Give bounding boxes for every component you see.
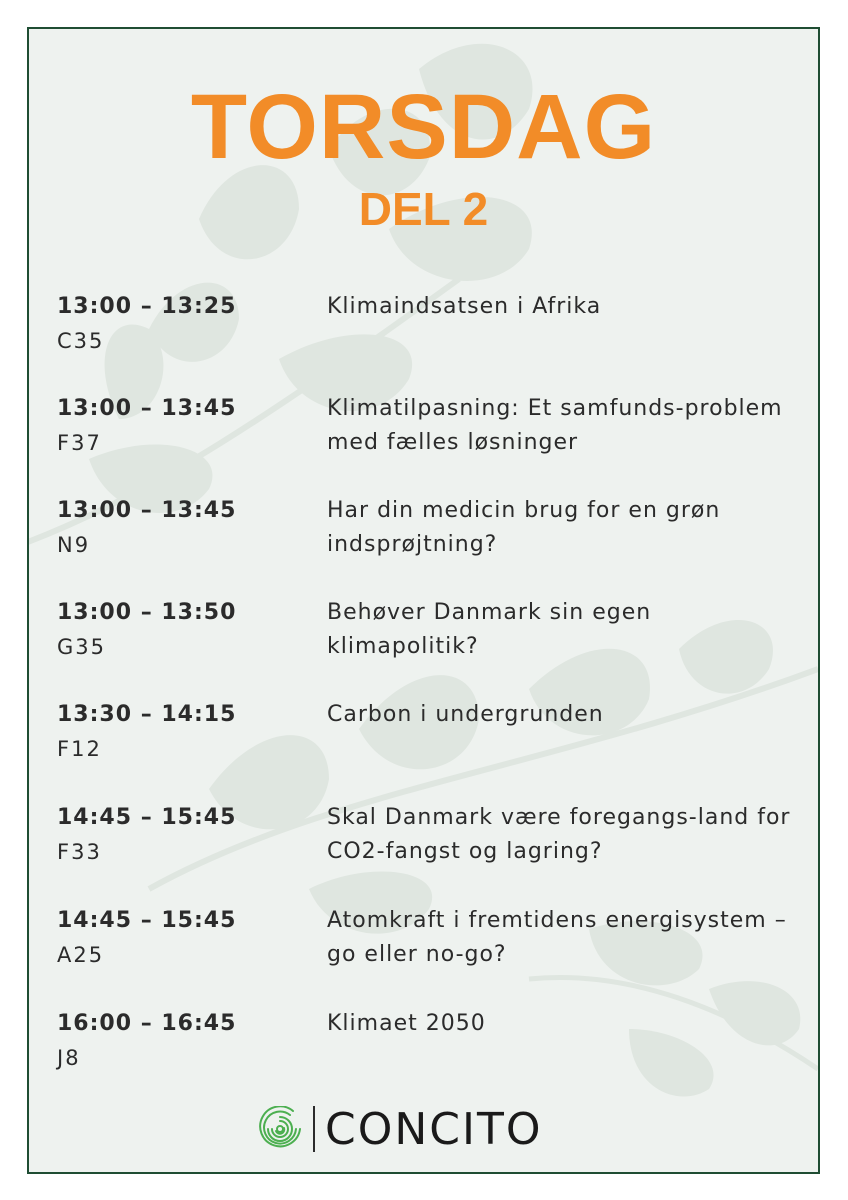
session-time: 13:00 – 13:45 xyxy=(57,396,237,421)
session-room: F12 xyxy=(57,737,102,761)
session-title: Carbon i undergrunden xyxy=(327,702,604,727)
session-room: N9 xyxy=(57,533,91,557)
session-title: Atomkraft i fremtidens energisystem – go eller no-go? xyxy=(327,908,787,967)
session-title: Skal Danmark være foregangs-land for CO2-fangst og lagring? xyxy=(327,805,791,864)
schedule-item xyxy=(29,494,818,584)
session-room: J8 xyxy=(57,1046,81,1070)
session-time: 16:00 – 16:45 xyxy=(57,1011,237,1036)
session-room: G35 xyxy=(57,635,106,659)
schedule-item xyxy=(29,801,818,891)
session-time: 14:45 – 15:45 xyxy=(57,908,237,933)
session-time: 13:30 – 14:15 xyxy=(57,702,237,727)
session-title: Behøver Danmark sin egen klimapolitik? xyxy=(327,600,652,659)
page-subtitle: DEL 2 xyxy=(358,183,489,235)
fingerprint-icon xyxy=(257,1106,303,1152)
schedule-item xyxy=(29,392,818,482)
session-title: Klimaindsatsen i Afrika xyxy=(327,294,602,319)
session-room: F33 xyxy=(57,840,102,864)
session-title: Klimatilpasning: Et samfunds-problem med fælles løsninger xyxy=(327,396,783,455)
logo-text: CONCITO xyxy=(325,1104,543,1155)
session-title: Klimaet 2050 xyxy=(327,1011,486,1036)
session-room: F37 xyxy=(57,431,102,455)
session-time: 13:00 – 13:50 xyxy=(57,600,237,625)
session-title: Har din medicin brug for en grøn indsprøjtning? xyxy=(327,498,721,557)
schedule-list xyxy=(29,290,818,1110)
logo-divider xyxy=(313,1106,315,1152)
session-time: 14:45 – 15:45 xyxy=(57,805,237,830)
session-room: C35 xyxy=(57,329,105,353)
session-time: 13:00 – 13:25 xyxy=(57,294,237,319)
schedule-item xyxy=(29,1007,818,1097)
schedule-item xyxy=(29,290,818,380)
schedule-item xyxy=(29,904,818,994)
schedule-item xyxy=(29,596,818,686)
poster xyxy=(27,27,820,1174)
session-time: 13:00 – 13:45 xyxy=(57,498,237,523)
schedule-item xyxy=(29,698,818,788)
session-room: A25 xyxy=(57,943,105,967)
concito-logo xyxy=(257,1102,597,1158)
page-title: TORSDAG xyxy=(190,76,657,178)
